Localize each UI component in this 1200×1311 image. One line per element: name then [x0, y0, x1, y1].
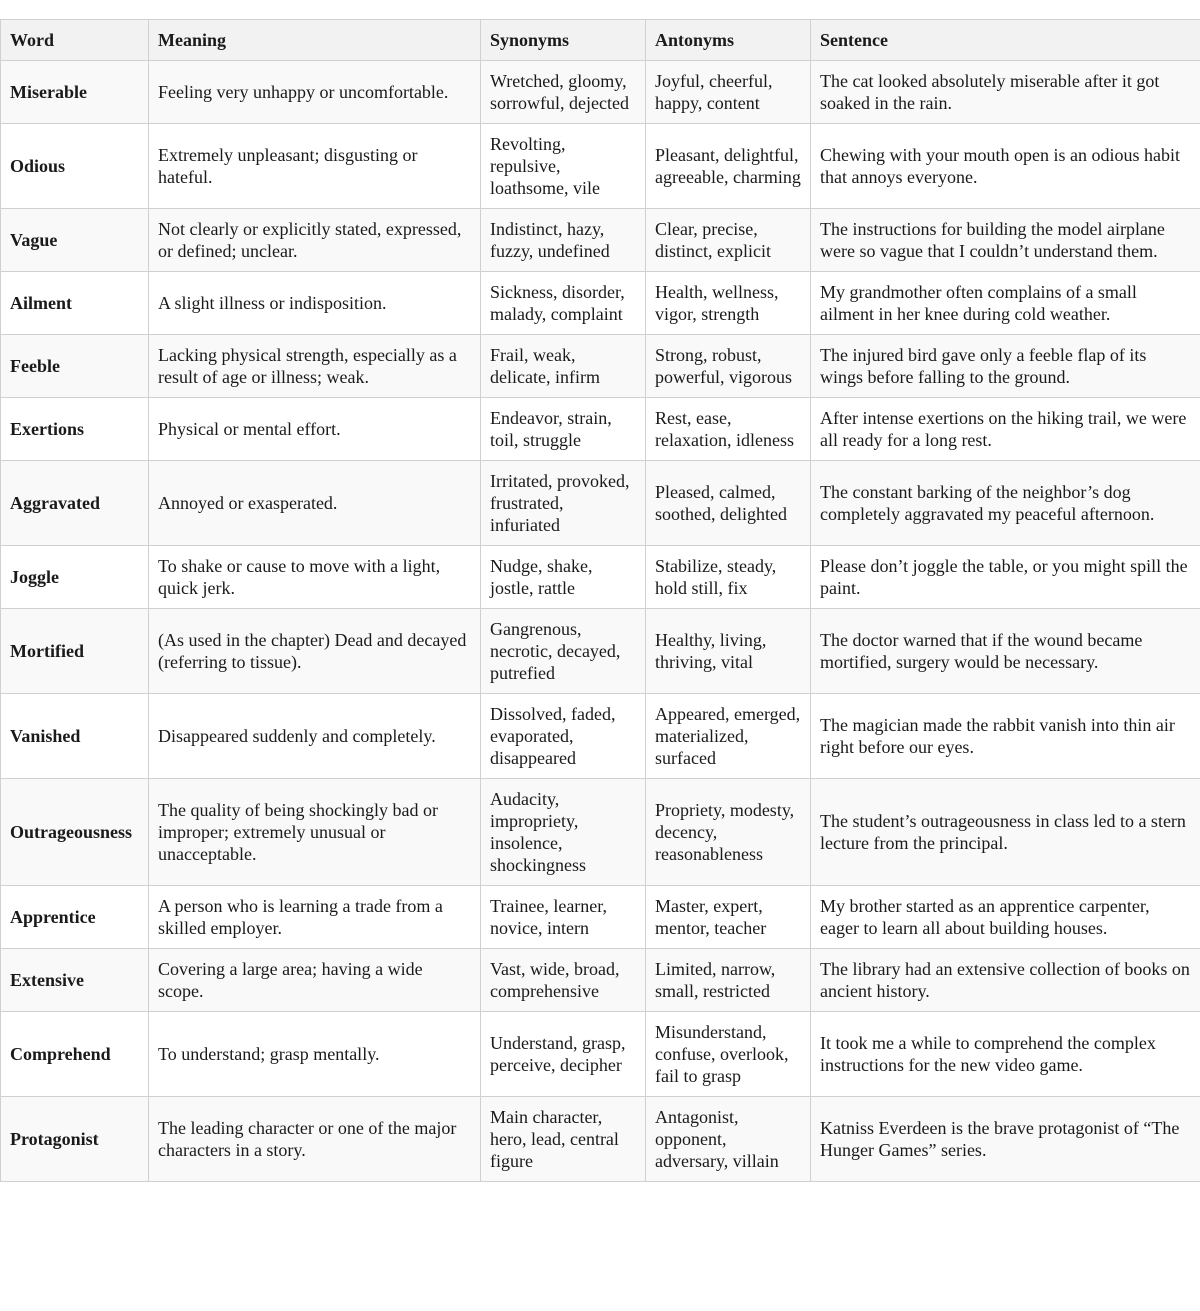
cell-synonyms: Frail, weak, delicate, infirm: [481, 335, 646, 398]
cell-meaning: To understand; grasp mentally.: [149, 1012, 481, 1097]
cell-meaning: The leading character or one of the major characters in a story.: [149, 1097, 481, 1182]
table-row: [1, 546, 1200, 609]
header-antonyms: Antonyms: [646, 20, 811, 61]
table-row: [1, 609, 1200, 694]
cell-meaning: Covering a large area; having a wide scope.: [149, 949, 481, 1012]
header-sentence: Sentence: [811, 20, 1200, 61]
cell-antonyms: Propriety, modesty, decency, reasonableness: [646, 779, 811, 886]
cell-meaning: Extremely unpleasant; disgusting or hateful.: [149, 124, 481, 209]
table-row: [1, 272, 1200, 335]
table-row: [1, 1097, 1200, 1182]
cell-synonyms: Dissolved, faded, evaporated, disappeared: [481, 694, 646, 779]
cell-sentence: The cat looked absolutely miserable after it got soaked in the rain.: [811, 61, 1200, 124]
cell-synonyms: Irritated, provoked, frustrated, infuriated: [481, 461, 646, 546]
cell-meaning: Not clearly or explicitly stated, expressed, or defined; unclear.: [149, 209, 481, 272]
cell-word: Ailment: [1, 272, 149, 335]
cell-sentence: The constant barking of the neighbor’s dog completely aggravated my peaceful afternoon.: [811, 461, 1200, 546]
cell-word: Miserable: [1, 61, 149, 124]
vocabulary-table-container: [0, 19, 1200, 1182]
cell-sentence: The student’s outrageousness in class led to a stern lecture from the principal.: [811, 779, 1200, 886]
cell-antonyms: Stabilize, steady, hold still, fix: [646, 546, 811, 609]
cell-meaning: Physical or mental effort.: [149, 398, 481, 461]
table-row: [1, 335, 1200, 398]
cell-antonyms: Pleased, calmed, soothed, delighted: [646, 461, 811, 546]
cell-antonyms: Pleasant, delightful, agreeable, charming: [646, 124, 811, 209]
cell-word: Odious: [1, 124, 149, 209]
cell-meaning: Feeling very unhappy or uncomfortable.: [149, 61, 481, 124]
cell-synonyms: Main character, hero, lead, central figure: [481, 1097, 646, 1182]
cell-synonyms: Indistinct, hazy, fuzzy, undefined: [481, 209, 646, 272]
table-header-row: [1, 20, 1200, 61]
cell-antonyms: Master, expert, mentor, teacher: [646, 886, 811, 949]
cell-meaning: Annoyed or exasperated.: [149, 461, 481, 546]
cell-synonyms: Understand, grasp, perceive, decipher: [481, 1012, 646, 1097]
table-row: [1, 1012, 1200, 1097]
cell-sentence: My brother started as an apprentice carpenter, eager to learn all about building houses.: [811, 886, 1200, 949]
cell-word: Extensive: [1, 949, 149, 1012]
cell-antonyms: Clear, precise, distinct, explicit: [646, 209, 811, 272]
cell-antonyms: Appeared, emerged, materialized, surfaced: [646, 694, 811, 779]
cell-antonyms: Strong, robust, powerful, vigorous: [646, 335, 811, 398]
cell-sentence: It took me a while to comprehend the complex instructions for the new video game.: [811, 1012, 1200, 1097]
cell-antonyms: Healthy, living, thriving, vital: [646, 609, 811, 694]
table-row: [1, 61, 1200, 124]
cell-antonyms: Health, wellness, vigor, strength: [646, 272, 811, 335]
cell-word: Joggle: [1, 546, 149, 609]
cell-word: Exertions: [1, 398, 149, 461]
cell-sentence: Katniss Everdeen is the brave protagonist of “The Hunger Games” series.: [811, 1097, 1200, 1182]
cell-sentence: The library had an extensive collection of books on ancient history.: [811, 949, 1200, 1012]
table-row: [1, 124, 1200, 209]
vocabulary-table: [0, 19, 1200, 1182]
cell-synonyms: Sickness, disorder, malady, complaint: [481, 272, 646, 335]
table-body: [1, 61, 1200, 1182]
cell-synonyms: Nudge, shake, jostle, rattle: [481, 546, 646, 609]
table-row: [1, 694, 1200, 779]
table-row: [1, 398, 1200, 461]
header-word: Word: [1, 20, 149, 61]
cell-meaning: Disappeared suddenly and completely.: [149, 694, 481, 779]
cell-word: Outrageousness: [1, 779, 149, 886]
table-row: [1, 886, 1200, 949]
cell-synonyms: Gangrenous, necrotic, decayed, putrefied: [481, 609, 646, 694]
cell-word: Apprentice: [1, 886, 149, 949]
cell-word: Aggravated: [1, 461, 149, 546]
table-row: [1, 209, 1200, 272]
table-row: [1, 779, 1200, 886]
cell-sentence: Please don’t joggle the table, or you might spill the paint.: [811, 546, 1200, 609]
cell-meaning: The quality of being shockingly bad or improper; extremely unusual or unacceptable.: [149, 779, 481, 886]
table-row: [1, 461, 1200, 546]
cell-antonyms: Misunderstand, confuse, overlook, fail to grasp: [646, 1012, 811, 1097]
cell-meaning: (As used in the chapter) Dead and decayed (referring to tissue).: [149, 609, 481, 694]
cell-synonyms: Wretched, gloomy, sorrowful, dejected: [481, 61, 646, 124]
cell-meaning: Lacking physical strength, especially as a result of age or illness; weak.: [149, 335, 481, 398]
cell-word: Protagonist: [1, 1097, 149, 1182]
cell-meaning: To shake or cause to move with a light, quick jerk.: [149, 546, 481, 609]
cell-sentence: After intense exertions on the hiking trail, we were all ready for a long rest.: [811, 398, 1200, 461]
cell-word: Vague: [1, 209, 149, 272]
cell-word: Mortified: [1, 609, 149, 694]
cell-synonyms: Revolting, repulsive, loathsome, vile: [481, 124, 646, 209]
cell-synonyms: Endeavor, strain, toil, struggle: [481, 398, 646, 461]
cell-word: Vanished: [1, 694, 149, 779]
cell-word: Feeble: [1, 335, 149, 398]
header-synonyms: Synonyms: [481, 20, 646, 61]
cell-sentence: Chewing with your mouth open is an odious habit that annoys everyone.: [811, 124, 1200, 209]
header-meaning: Meaning: [149, 20, 481, 61]
cell-sentence: My grandmother often complains of a small ailment in her knee during cold weather.: [811, 272, 1200, 335]
table-row: [1, 949, 1200, 1012]
cell-antonyms: Antagonist, opponent, adversary, villain: [646, 1097, 811, 1182]
cell-word: Comprehend: [1, 1012, 149, 1097]
cell-antonyms: Joyful, cheerful, happy, content: [646, 61, 811, 124]
cell-synonyms: Trainee, learner, novice, intern: [481, 886, 646, 949]
cell-sentence: The injured bird gave only a feeble flap of its wings before falling to the ground.: [811, 335, 1200, 398]
cell-meaning: A person who is learning a trade from a skilled employer.: [149, 886, 481, 949]
cell-sentence: The doctor warned that if the wound became mortified, surgery would be necessary.: [811, 609, 1200, 694]
cell-sentence: The instructions for building the model airplane were so vague that I couldn’t understand them.: [811, 209, 1200, 272]
cell-meaning: A slight illness or indisposition.: [149, 272, 481, 335]
cell-sentence: The magician made the rabbit vanish into thin air right before our eyes.: [811, 694, 1200, 779]
cell-synonyms: Audacity, impropriety, insolence, shockingness: [481, 779, 646, 886]
cell-antonyms: Limited, narrow, small, restricted: [646, 949, 811, 1012]
cell-antonyms: Rest, ease, relaxation, idleness: [646, 398, 811, 461]
cell-synonyms: Vast, wide, broad, comprehensive: [481, 949, 646, 1012]
